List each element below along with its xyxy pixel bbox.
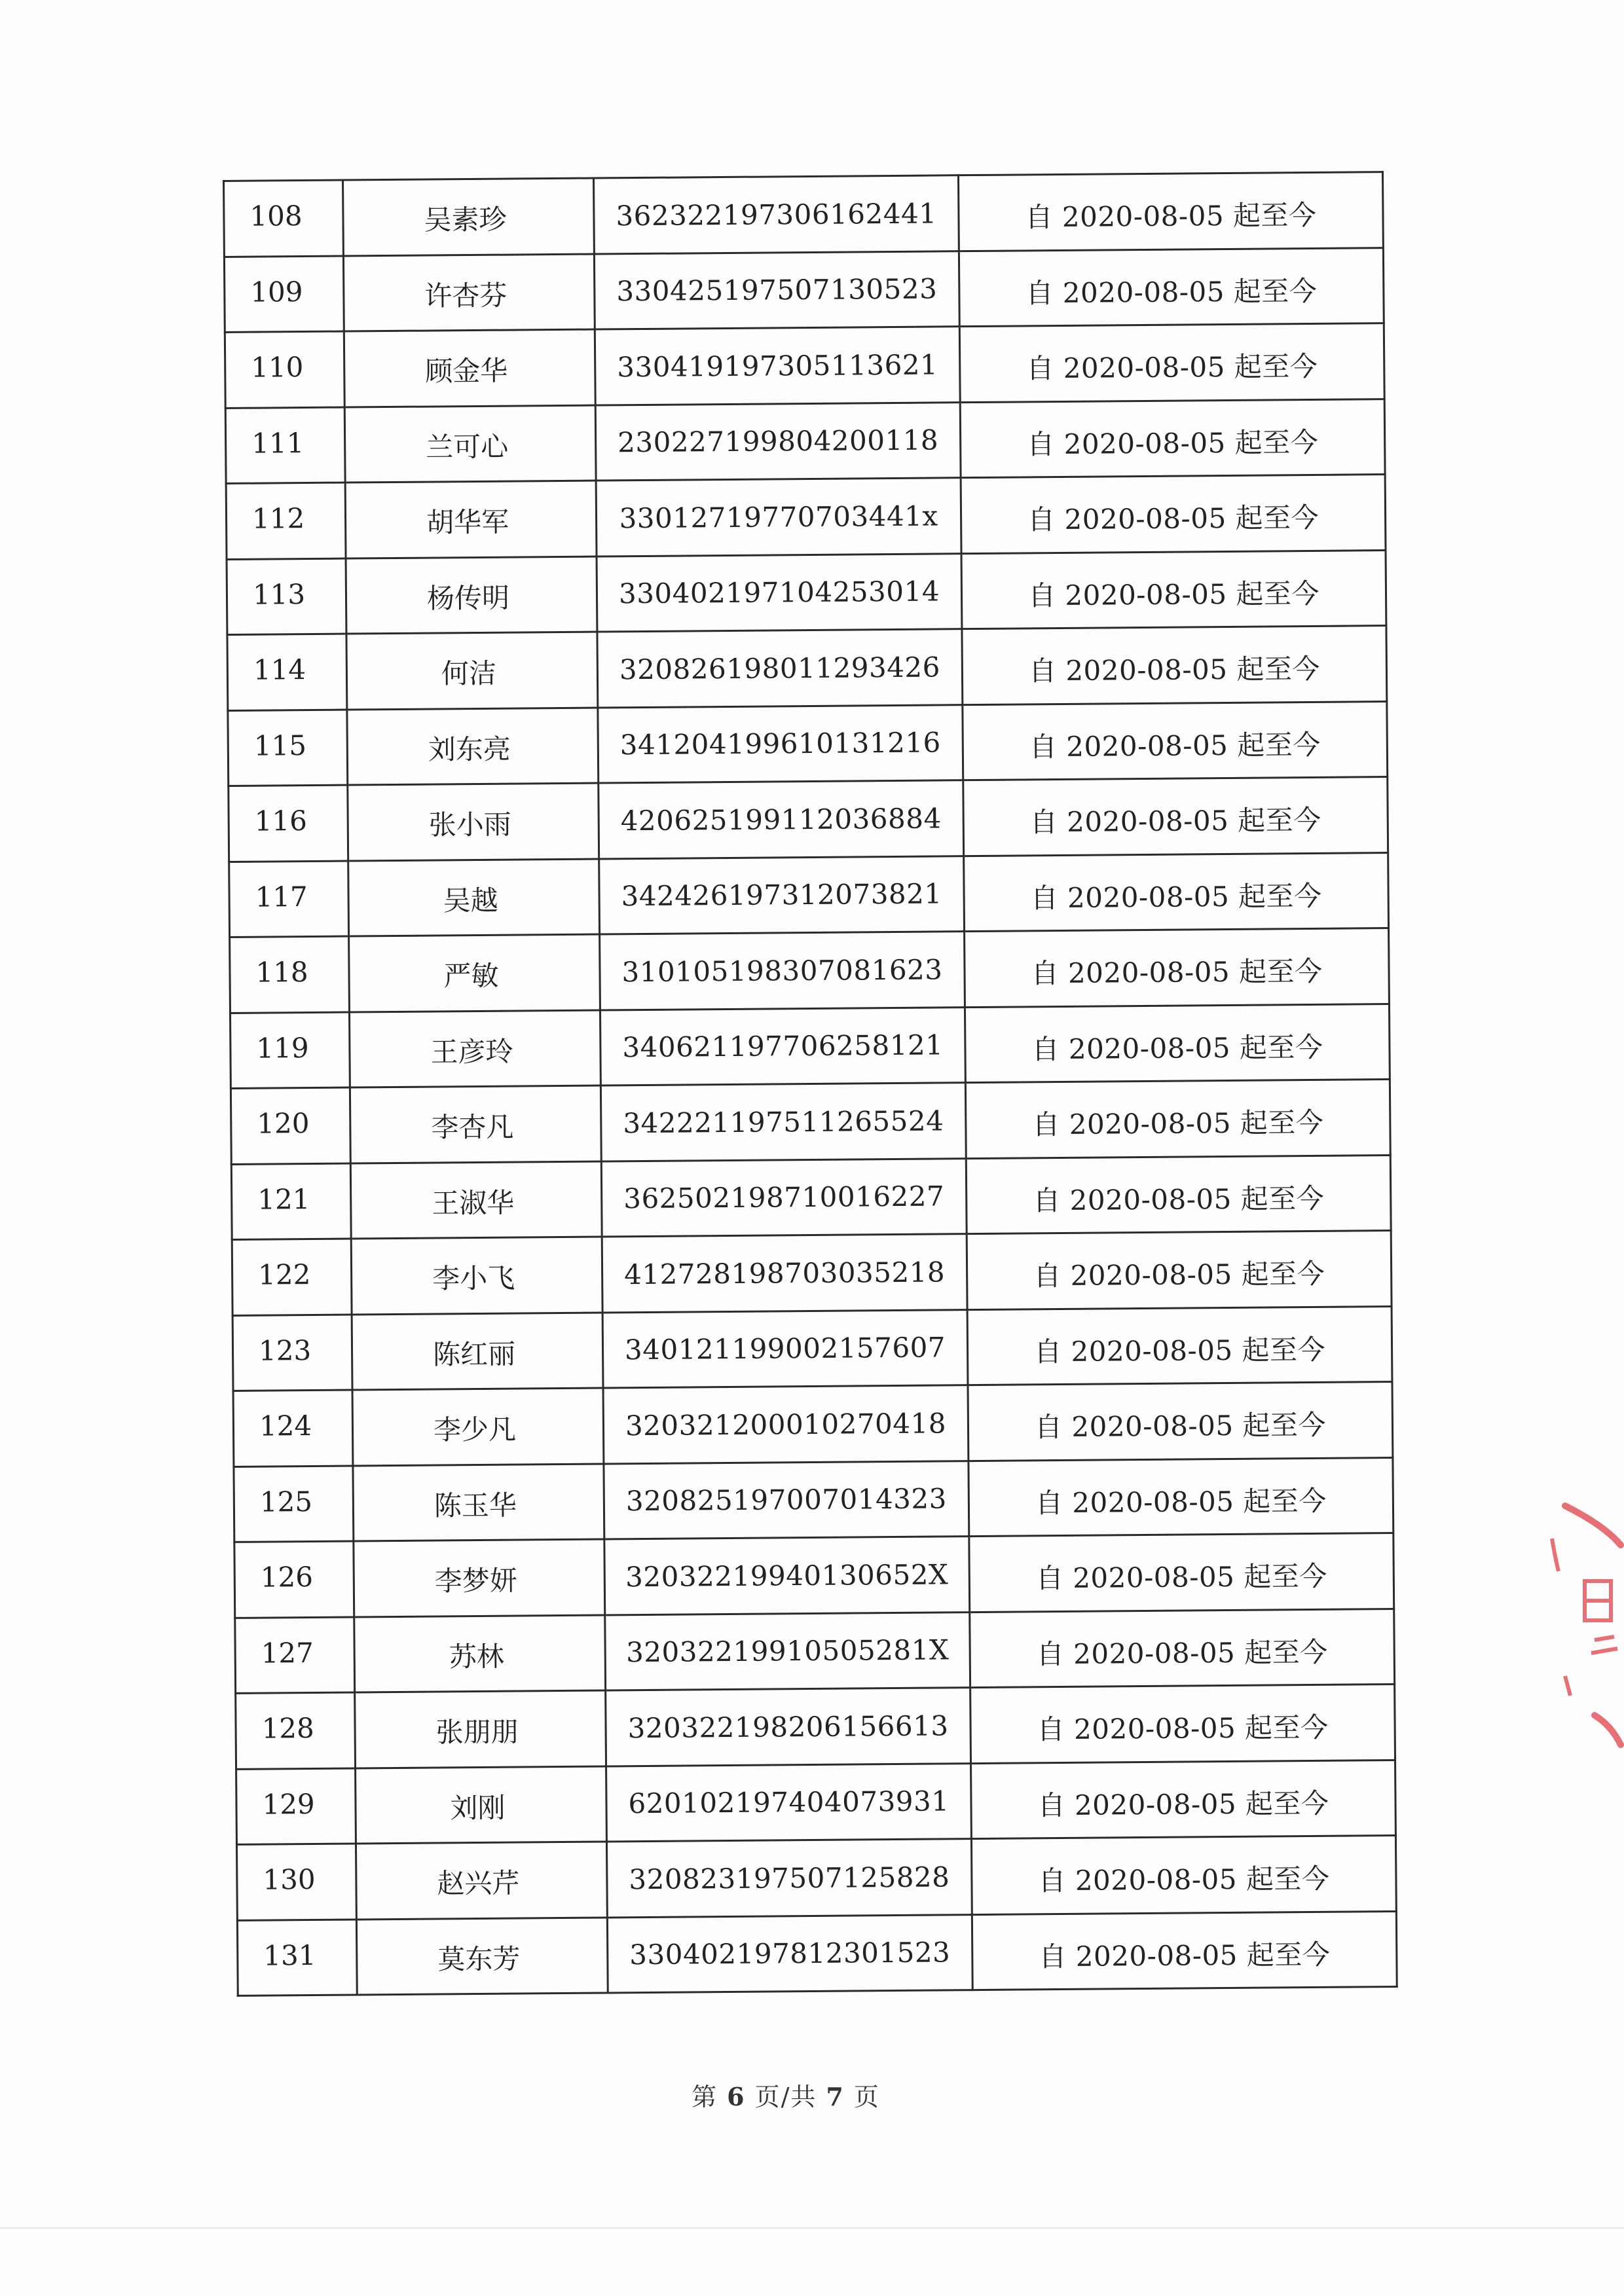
- row-number: 109: [224, 256, 344, 333]
- record-table: [223, 171, 1398, 1997]
- table-row: [231, 1080, 1390, 1164]
- footer-total-pages: 7: [826, 2082, 845, 2111]
- row-number: 123: [232, 1315, 352, 1391]
- row-period: 自 2020-08-05 起至今: [963, 701, 1388, 780]
- row-period: 自 2020-08-05 起至今: [968, 1382, 1393, 1461]
- row-id-number: 420625199112036884: [599, 780, 964, 859]
- row-period: 自 2020-08-05 起至今: [969, 1457, 1393, 1537]
- row-period: 自 2020-08-05 起至今: [964, 852, 1389, 932]
- row-period: 自 2020-08-05 起至今: [969, 1533, 1394, 1613]
- row-id-number: 342221197511265524: [600, 1083, 966, 1161]
- page-footer: [0, 2077, 1572, 2113]
- row-name: 杨传明: [346, 556, 597, 634]
- row-number: 118: [230, 936, 350, 1013]
- row-id-number: 33012719770703441x: [596, 478, 961, 556]
- row-id-number: 330425197507130523: [594, 251, 959, 329]
- row-number: 114: [227, 634, 347, 710]
- row-id-number: 320322198206156613: [606, 1688, 971, 1766]
- row-period: 自 2020-08-05 起至今: [959, 323, 1384, 403]
- row-number: 119: [230, 1012, 350, 1089]
- table-row: [225, 399, 1385, 483]
- table-row: [232, 1306, 1392, 1391]
- table-row: [230, 928, 1390, 1013]
- row-number: 117: [229, 861, 349, 938]
- table-row: [235, 1609, 1395, 1693]
- row-id-number: 340621197706258121: [600, 1007, 965, 1085]
- footer-current-page: 6: [727, 2082, 746, 2111]
- table-row: [227, 550, 1386, 634]
- row-number: 129: [236, 1768, 356, 1844]
- row-name: 刘刚: [356, 1766, 607, 1844]
- row-period: 自 2020-08-05 起至今: [967, 1231, 1392, 1310]
- row-number: 126: [234, 1541, 354, 1618]
- row-id-number: 341204199610131216: [598, 704, 963, 783]
- table-row: [224, 247, 1384, 332]
- row-id-number: 412728198703035218: [602, 1234, 967, 1313]
- record-table-wrapper: [223, 171, 1396, 1997]
- row-name: 苏林: [354, 1614, 606, 1692]
- table-row: [226, 475, 1386, 559]
- row-name: 严敏: [349, 934, 600, 1012]
- row-name: 李杏凡: [350, 1085, 601, 1163]
- row-id-number: 340121199002157607: [602, 1309, 968, 1388]
- row-name: 何洁: [346, 632, 598, 710]
- row-name: 莫东芳: [356, 1917, 608, 1995]
- row-name: 顾金华: [344, 329, 595, 407]
- row-name: 张朋朋: [355, 1690, 606, 1768]
- row-name: 李梦妍: [354, 1539, 605, 1617]
- row-id-number: 320823197507125828: [606, 1839, 972, 1918]
- table-row: [234, 1533, 1394, 1618]
- row-id-number: 32032219940130652X: [604, 1537, 970, 1615]
- row-name: 王淑华: [350, 1161, 602, 1239]
- row-period: 自 2020-08-05 起至今: [970, 1685, 1395, 1764]
- red-seal-stamp-fragment: [1539, 1499, 1624, 1748]
- row-number: 111: [225, 407, 345, 484]
- row-id-number: 320825197007014323: [604, 1461, 969, 1539]
- row-name: 李少凡: [352, 1388, 604, 1466]
- row-name: 张小雨: [348, 783, 599, 861]
- footer-prefix: 第: [692, 2083, 718, 2111]
- row-id-number: 362502198710016227: [601, 1158, 967, 1237]
- table-row: [234, 1457, 1393, 1542]
- row-name: 吴越: [348, 859, 600, 937]
- row-id-number: 32032219910505281X: [605, 1612, 970, 1690]
- row-name: 吴素珍: [343, 178, 595, 256]
- row-period: 自 2020-08-05 起至今: [961, 475, 1386, 554]
- footer-middle: 页/共: [754, 2083, 817, 2111]
- row-id-number: 320321200010270418: [603, 1385, 969, 1464]
- row-period: 自 2020-08-05 起至今: [958, 172, 1383, 251]
- row-number: 120: [231, 1087, 350, 1164]
- row-number: 122: [232, 1239, 352, 1315]
- row-number: 127: [235, 1616, 355, 1693]
- row-name: 兰可心: [344, 405, 596, 483]
- row-period: 自 2020-08-05 起至今: [965, 1004, 1390, 1083]
- row-number: 125: [234, 1465, 354, 1542]
- table-row: [228, 701, 1388, 786]
- row-number: 115: [228, 710, 348, 786]
- row-number: 121: [231, 1163, 351, 1240]
- row-name: 陈玉华: [353, 1463, 604, 1541]
- row-period: 自 2020-08-05 起至今: [966, 1155, 1391, 1234]
- row-id-number: 330402197812301523: [607, 1914, 972, 1993]
- row-name: 许杏芬: [343, 254, 595, 332]
- table-row: [232, 1231, 1392, 1315]
- table-row: [229, 852, 1389, 937]
- row-period: 自 2020-08-05 起至今: [960, 399, 1385, 478]
- row-number: 131: [237, 1919, 357, 1995]
- table-row: [224, 172, 1384, 257]
- row-name: 胡华军: [345, 481, 597, 558]
- row-id-number: 362322197306162441: [593, 175, 959, 254]
- table-row: [225, 323, 1384, 408]
- table-row: [227, 626, 1387, 710]
- row-period: 自 2020-08-05 起至今: [971, 1760, 1396, 1839]
- row-period: 自 2020-08-05 起至今: [963, 777, 1388, 856]
- table-row: [229, 777, 1388, 862]
- row-id-number: 330419197305113621: [595, 327, 960, 405]
- row-id-number: 310105198307081623: [600, 932, 965, 1010]
- row-period: 自 2020-08-05 起至今: [961, 550, 1386, 629]
- row-id-number: 320826198011293426: [597, 629, 963, 708]
- row-number: 128: [236, 1692, 356, 1769]
- row-period: 自 2020-08-05 起至今: [970, 1609, 1395, 1688]
- row-number: 130: [236, 1844, 356, 1920]
- row-number: 110: [225, 331, 344, 408]
- table-row: [236, 1685, 1395, 1769]
- footer-suffix: 页: [853, 2083, 880, 2111]
- row-number: 113: [227, 558, 346, 635]
- row-id-number: 230227199804200118: [595, 402, 961, 481]
- row-name: 赵兴芹: [356, 1842, 607, 1920]
- table-row: [236, 1760, 1396, 1844]
- table-row: [231, 1155, 1391, 1239]
- row-number: 108: [224, 180, 344, 257]
- row-name: 陈红丽: [352, 1312, 603, 1390]
- row-number: 112: [226, 483, 346, 559]
- row-number: 116: [229, 785, 348, 862]
- table-row: [233, 1382, 1393, 1467]
- row-id-number: 620102197404073931: [606, 1763, 972, 1842]
- row-period: 自 2020-08-05 起至今: [967, 1306, 1392, 1385]
- row-period: 自 2020-08-05 起至今: [965, 1080, 1390, 1159]
- row-period: 自 2020-08-05 起至今: [962, 626, 1387, 705]
- row-name: 刘东亮: [347, 708, 599, 786]
- row-id-number: 342426197312073821: [599, 856, 965, 934]
- table-row: [236, 1836, 1396, 1920]
- row-period: 自 2020-08-05 起至今: [972, 1911, 1397, 1990]
- record-table-body: [224, 172, 1397, 1996]
- row-period: 自 2020-08-05 起至今: [971, 1836, 1396, 1915]
- table-row: [230, 1004, 1390, 1088]
- row-id-number: 330402197104253014: [597, 553, 962, 632]
- table-row: [237, 1911, 1397, 1995]
- row-number: 124: [233, 1390, 353, 1467]
- row-period: 自 2020-08-05 起至今: [959, 247, 1384, 327]
- row-period: 自 2020-08-05 起至今: [965, 928, 1390, 1008]
- scan-edge-line: [0, 2227, 1624, 2229]
- row-name: 王彦玲: [349, 1010, 600, 1088]
- row-name: 李小飞: [351, 1237, 602, 1315]
